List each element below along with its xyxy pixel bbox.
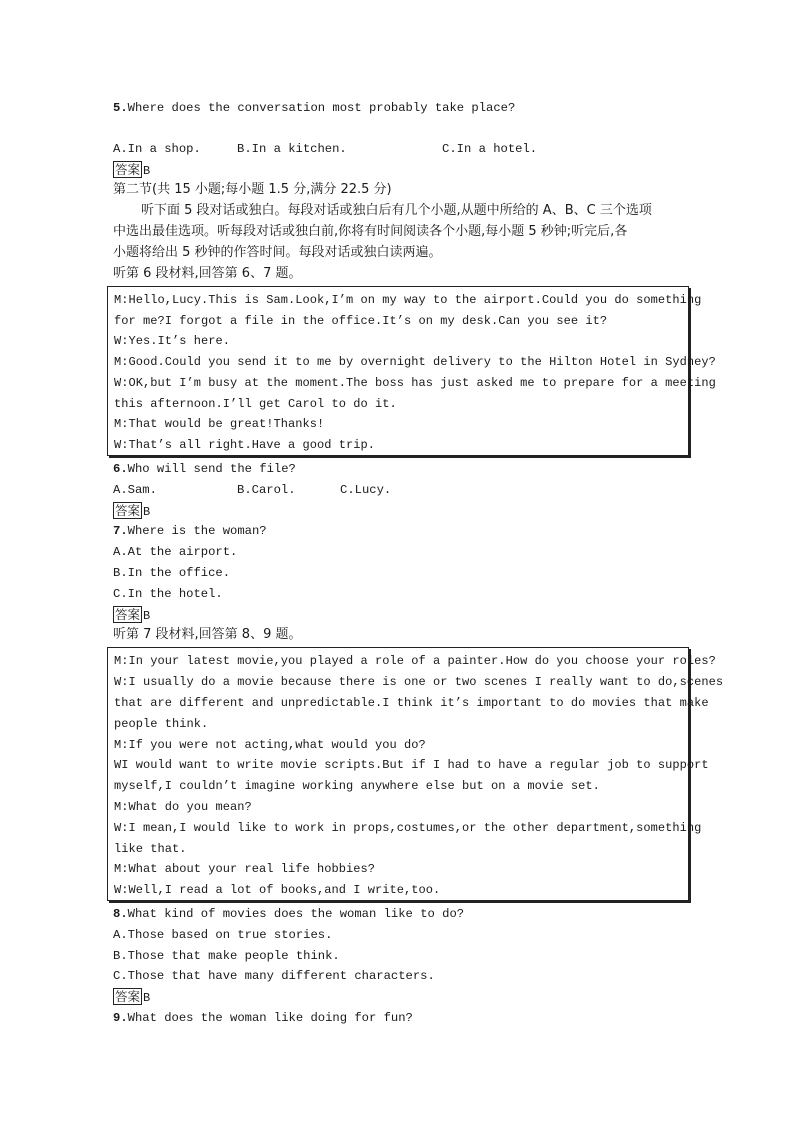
dialogue-line: W:I mean,I would like to work in props,costumes,or the other department,something <box>114 821 702 835</box>
question-number: 8. <box>113 907 128 921</box>
option-c: C.In a hotel. <box>442 142 538 156</box>
answer-q8 <box>113 988 150 1006</box>
dialogue-line: W:I usually do a movie because there is one or two scenes I really want to do,scenes <box>114 675 724 689</box>
dialogue-line: W:OK,but I’m busy at the moment.The boss has just asked me to prepare for a meeting <box>114 376 716 390</box>
question-8 <box>113 906 464 922</box>
answer-value: B <box>143 164 151 178</box>
section-heading: 第二节(共 15 小题;每小题 1.5 分,满分 22.5 分) <box>113 182 392 197</box>
dialogue-line: myself,I couldn’t imagine working anywhere else but on a movie set. <box>114 779 600 793</box>
answer-value: B <box>143 991 151 1005</box>
instructions-line-2: 中选出最佳选项。听每段对话或独白前,你将有时间阅读各个小题,每小题 5 秒钟;听完后,各 <box>113 224 628 239</box>
dialogue-line: like that. <box>114 842 187 856</box>
answer-value: B <box>143 609 151 623</box>
answer-q6 <box>113 502 150 520</box>
answer-q7 <box>113 606 150 624</box>
dialogue-line: M:If you were not acting,what would you do? <box>114 738 426 752</box>
question-number: 7. <box>113 524 128 538</box>
answer-value: B <box>143 505 151 519</box>
question-text: What does the woman like doing for fun? <box>127 1011 413 1025</box>
option-a: A.Those based on true stories. <box>113 928 333 942</box>
question-number: 5. <box>113 101 128 115</box>
question-9 <box>113 1010 413 1026</box>
option-c: C.In the hotel. <box>113 587 223 601</box>
dialogue-box-6 <box>107 286 716 456</box>
instructions-line-1: 听下面 5 段对话或独白。每段对话或独白后有几个小题,从题中所给的 A、B、C 三个选项 <box>141 203 652 218</box>
dialogue-line: M:What about your real life hobbies? <box>114 862 376 876</box>
option-a: A.In a shop. <box>113 142 201 156</box>
dialogue-line: people think. <box>114 717 209 731</box>
answer-label: 答案 <box>115 607 141 622</box>
material-7-intro: 听第 7 段材料,回答第 8、9 题。 <box>113 627 302 642</box>
answer-label: 答案 <box>115 989 141 1004</box>
option-a: A.Sam. <box>113 483 157 497</box>
answer-label: 答案 <box>115 162 141 177</box>
question-6 <box>113 461 296 477</box>
dialogue-line: M:Hello,Lucy.This is Sam.Look,I’m on my way to the airport.Could you do something <box>114 293 702 307</box>
dialogue-line: M:In your latest movie,you played a role of a painter.How do you choose your roles? <box>114 654 716 668</box>
question-text: Where is the woman? <box>127 524 267 538</box>
question-7 <box>113 523 267 539</box>
option-b: B.In the office. <box>113 566 231 580</box>
option-c: C.Lucy. <box>340 483 392 497</box>
dialogue-line: W:Well,I read a lot of books,and I write,too. <box>114 883 441 897</box>
question-number: 6. <box>113 462 128 476</box>
dialogue-line: M:What do you mean? <box>114 800 252 814</box>
dialogue-line: this afternoon.I’ll get Carol to do it. <box>114 397 397 411</box>
question-number: 9. <box>113 1011 128 1025</box>
instructions-line-3: 小题将给出 5 秒钟的作答时间。每段对话或独白读两遍。 <box>113 245 442 260</box>
question-text: Who will send the file? <box>127 462 296 476</box>
dialogue-line: M:Good.Could you send it to me by overnight delivery to the Hilton Hotel in Sydney? <box>114 355 716 369</box>
dialogue-line: for me?I forgot a file in the office.It’s on my desk.Can you see it? <box>114 314 608 328</box>
question-text: Where does the conversation most probably take place? <box>127 101 516 115</box>
question-text: What kind of movies does the woman like to do? <box>127 907 465 921</box>
dialogue-line: that are different and unpredictable.I think it’s important to do movies that make <box>114 696 709 710</box>
answer-q5 <box>113 161 150 179</box>
option-b: B.In a kitchen. <box>237 142 347 156</box>
option-c: C.Those that have many different characters. <box>113 969 435 983</box>
option-b: B.Carol. <box>237 483 296 497</box>
question-5 <box>113 100 515 116</box>
dialogue-line: WI would want to write movie scripts.But if I had to have a regular job to support <box>114 758 709 772</box>
dialogue-line: W:That’s all right.Have a good trip. <box>114 438 376 452</box>
answer-label: 答案 <box>115 503 141 518</box>
dialogue-line: W:Yes.It’s here. <box>114 334 231 348</box>
option-b: B.Those that make people think. <box>113 949 340 963</box>
option-a: A.At the airport. <box>113 545 238 559</box>
material-6-intro: 听第 6 段材料,回答第 6、7 题。 <box>113 266 302 281</box>
dialogue-box-7 <box>107 647 724 901</box>
dialogue-line: M:That would be great!Thanks! <box>114 417 325 431</box>
